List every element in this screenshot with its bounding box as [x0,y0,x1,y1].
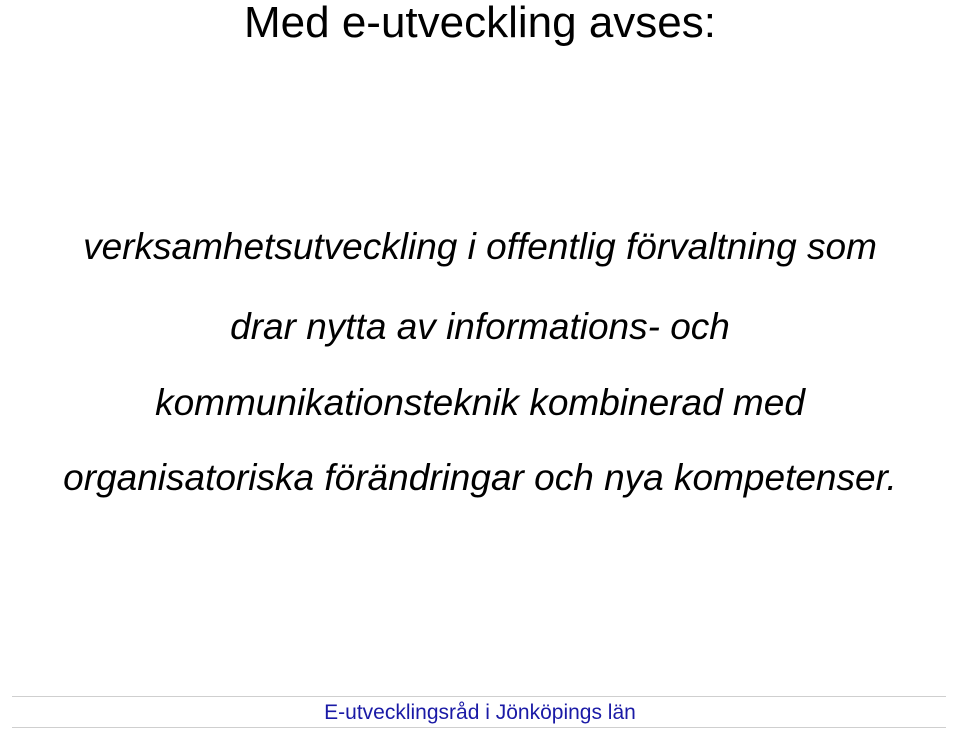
body-line-3: kommunikationsteknik kombinerad med [155,382,805,423]
footer-text: E-utvecklingsråd i Jönköpings län [324,701,636,724]
slide-title: Med e-utveckling avses: [244,0,716,47]
body-line-2: drar nytta av informations- och [230,306,730,347]
body-line-4: organisatoriska förändringar och nya kompetenser. [63,457,897,498]
footer-divider-bottom [12,727,946,728]
footer-divider-top [12,696,946,697]
body-line-1: verksamhetsutveckling i offentlig förvaltning som [83,226,877,267]
